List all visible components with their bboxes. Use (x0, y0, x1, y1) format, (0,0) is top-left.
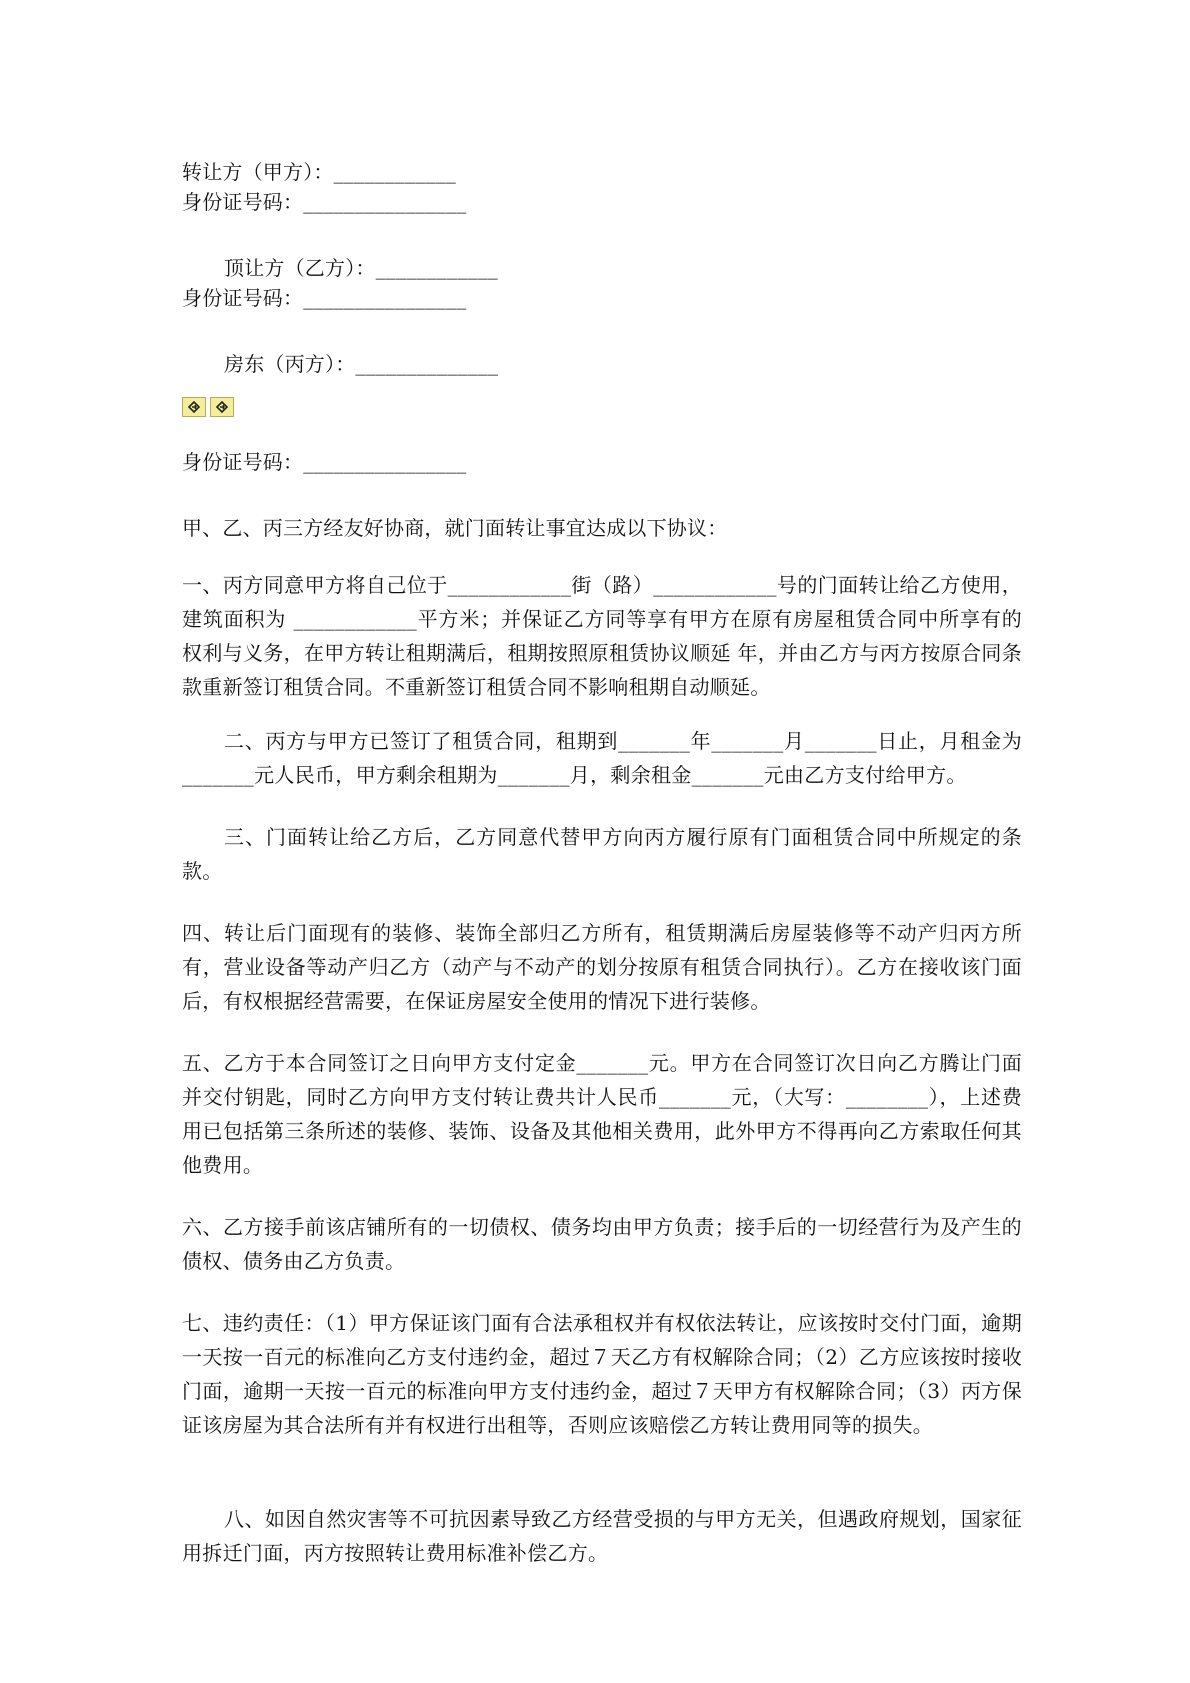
clause-8: 八、如因自然灾害等不可抗因素导致乙方经营受损的与甲方无关，但遇政府规划，国家征用拆迁门面，丙方按照转让费用标准补偿乙方。 (182, 1507, 1022, 1565)
embedded-object-icon[interactable] (210, 397, 234, 417)
clause-7: 七、违约责任：（1）甲方保证该门面有合法承租权并有权依法转让，应该按时交付门面，逾期一天按一百元的标准向乙方支付违约金，超过７天乙方有权解除合同；（2）乙方应该按时接收门面，逾期一天按一百元的标准向甲方支付违约金，超过７天甲方有权解除合同；（3）丙方保证该房屋为其合法所有并有权进行出租等，否则应该赔偿乙方转让费用同等的损失。 (182, 1311, 1022, 1437)
transferee-id-line: 身份证号码：________________ (182, 286, 467, 310)
clause-4: 四、转让后门面现有的装修、装饰全部归乙方所有，租赁期满后房屋装修等不动产归丙方所有，营业设备等动产归乙方（动产与不动产的划分按原有租赁合同执行）。乙方在接收该门面后，有权根据经营需要，在保证房屋安全使用的情况下进行装修。 (182, 921, 1022, 1013)
transferee-line: 顶让方（乙方）：____________ (224, 256, 498, 280)
intro-paragraph: 甲、乙、丙三方经友好协商，就门面转让事宜达成以下协议： (182, 516, 728, 540)
link-arrow-icon (214, 399, 230, 415)
link-arrow-icon (186, 399, 202, 415)
landlord-line: 房东（丙方）：______________ (224, 352, 499, 376)
embedded-object-icon[interactable] (182, 397, 206, 417)
clause-6: 六、乙方接手前该店铺所有的一切债权、债务均由甲方负责；接手后的一切经营行为及产生的债权、债务由乙方负责。 (182, 1215, 1022, 1273)
clause-5: 五、乙方于本合同签订之日向甲方支付定金_______元。甲方在合同签订次日向乙方腾让门面并交付钥匙，同时乙方向甲方支付转让费共计人民币_______元，（大写：________），上述费用已包括第三条所述的装修、装饰、设备及其他相关费用，此外甲方不得再向乙方索取任何其他费用。 (182, 1051, 1022, 1177)
embedded-objects (182, 397, 234, 417)
landlord-id-line: 身份证号码：________________ (182, 450, 467, 474)
transferor-line: 转让方（甲方）：____________ (182, 160, 456, 184)
transferor-id-line: 身份证号码：________________ (182, 190, 467, 214)
clause-2: 二、丙方与甲方已签订了租赁合同，租期到_______年_______月_______日止，月租金为_______元人民币，甲方剩余租期为_______月，剩余租金_______元由乙方支付给甲方。 (182, 729, 1022, 787)
clause-1: 一、丙方同意甲方将自己位于____________街（路）____________号的门面转让给乙方使用，建筑面积为 ____________平方米；并保证乙方同等享有甲方在原有房屋租赁合同中所享有的权利与义务，在甲方转让租期满后，租期按照原租赁协议顺延 年，并由乙方与丙方按原合同条款重新签订租赁合同。不重新签订租赁合同不影响租期自动顺延。 (182, 573, 1022, 699)
clause-3: 三、门面转让给乙方后，乙方同意代替甲方向丙方履行原有门面租赁合同中所规定的条款。 (182, 825, 1022, 883)
